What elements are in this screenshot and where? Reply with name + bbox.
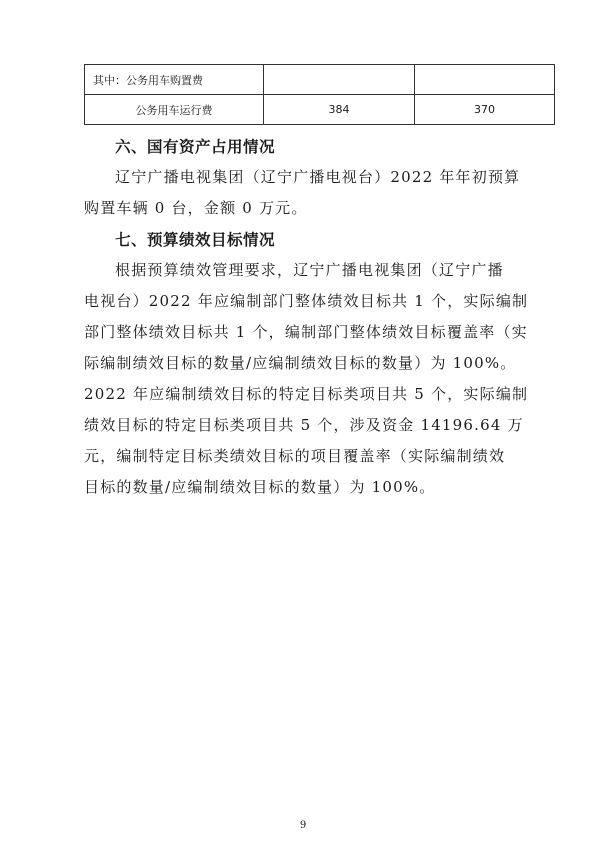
paragraph-line: 购置车辆 0 台，金额 0 万元。 [84, 199, 308, 217]
paragraph-line: 部门整体绩效目标共 1 个，编制部门整体绩效目标覆盖率（实 [84, 323, 528, 341]
expense-table [84, 64, 555, 125]
paragraph-line: 目标的数量/应编制绩效目标的数量）为 100%。 [84, 478, 436, 496]
table-cell-label: 其中：公务用车购置费 [85, 65, 264, 95]
table-cell-value [264, 65, 415, 95]
paragraph-line: 绩效目标的特定目标类项目共 5 个，涉及资金 14196.64 万 [84, 416, 524, 434]
paragraph-line: 辽宁广播电视集团（辽宁广播电视台）2022 年年初预算 [115, 168, 521, 186]
paragraph-line: 际编制绩效目标的数量/应编制绩效目标的数量）为 100%。 [84, 354, 517, 372]
paragraph-line: 元，编制特定目标类绩效目标的项目覆盖率（实际编制绩效 [84, 447, 506, 465]
table-row [85, 95, 555, 125]
table-cell-value: 384 [264, 95, 415, 125]
paragraph-line: 电视台）2022 年应编制部门整体绩效目标共 1 个，实际编制 [84, 292, 529, 310]
paragraph-line: 2022 年应编制绩效目标的特定目标类项目共 5 个，实际编制 [84, 385, 529, 403]
section-heading-assets: 六、国有资产占用情况 [115, 138, 276, 156]
table-row [85, 65, 555, 95]
paragraph-line: 根据预算绩效管理要求，辽宁广播电视集团（辽宁广播 [115, 261, 504, 279]
table-cell-value: 370 [415, 95, 555, 125]
table-cell-value [415, 65, 555, 95]
table-cell-label: 公务用车运行费 [85, 95, 264, 125]
section-heading-performance: 七、预算绩效目标情况 [115, 231, 276, 249]
page-number: 9 [299, 820, 307, 831]
